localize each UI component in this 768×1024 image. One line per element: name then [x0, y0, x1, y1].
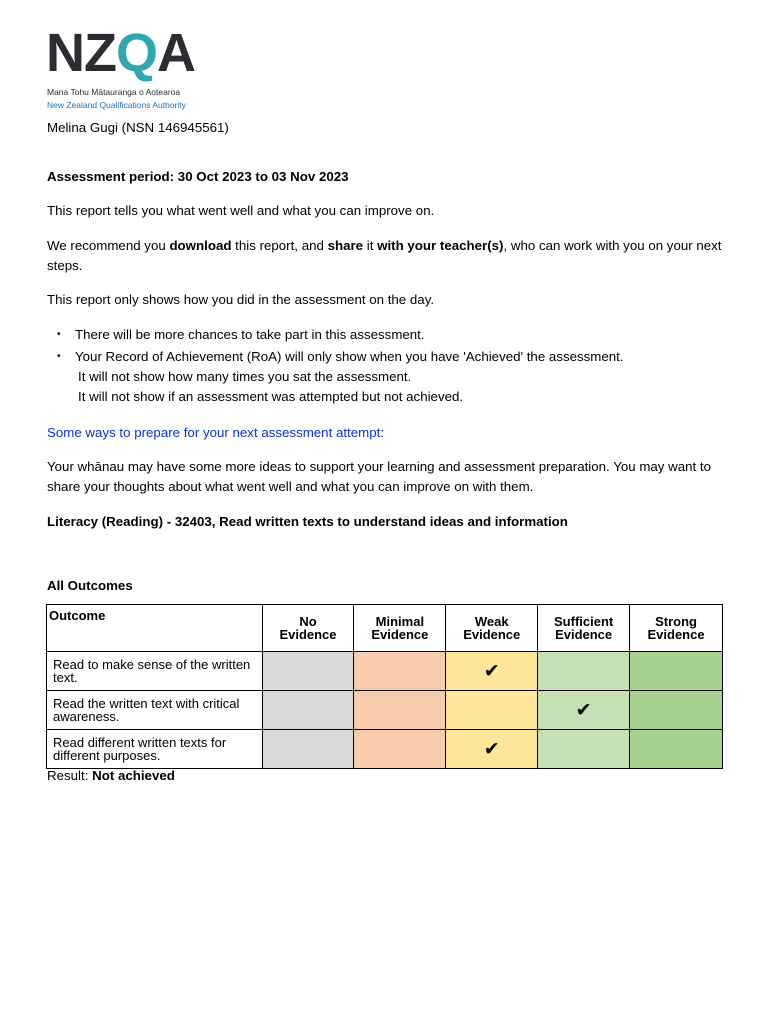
cell-strong-evidence	[630, 652, 723, 691]
header-no-evidence	[262, 605, 354, 652]
cell-no-evidence	[262, 652, 354, 691]
header-line: Evidence	[371, 627, 429, 642]
checkmark-icon: ✔	[483, 659, 500, 682]
result-value: Not achieved	[92, 768, 175, 783]
header-minimal-evidence	[354, 605, 446, 652]
bullet-item	[47, 325, 727, 345]
nzqa-logo	[46, 23, 196, 114]
cell-no-evidence	[262, 730, 354, 769]
logo-letter-a: A	[157, 23, 195, 83]
outcome-label: Read the written text with critical awareness.	[47, 691, 263, 730]
result-label: Result:	[47, 768, 93, 783]
all-outcomes-heading: All Outcomes	[47, 578, 133, 593]
bullet-text: There will be more chances to take part in this assessment.	[75, 327, 425, 342]
intro-text: This report tells you what went well and what you can improve on.	[47, 203, 435, 218]
outcomes-table	[46, 604, 723, 769]
bullet-item	[47, 347, 727, 407]
cell-weak-evidence	[446, 691, 538, 730]
whanau-text: Your whānau may have some more ideas to support your learning and assessment preparation. You may want to share your thoughts about what went well and what you can improve on with them.	[47, 459, 712, 494]
header-outcome: Outcome	[47, 605, 263, 652]
cell-weak-evidence	[446, 730, 538, 769]
assessment-period: Assessment period: 30 Oct 2023 to 03 Nov 2023	[47, 169, 349, 184]
recommend-text-1: We recommend you	[47, 238, 170, 253]
logo-wordmark	[46, 23, 195, 83]
only-shows-text: This report only shows how you did in the assessment on the day.	[47, 292, 435, 307]
header-line: Evidence	[463, 627, 521, 642]
bullet-text: Your Record of Achievement (RoA) will only show when you have 'Achieved' the assessment.	[75, 349, 624, 364]
checkmark-icon: ✔	[483, 737, 500, 760]
prepare-line	[47, 423, 384, 443]
recommend-teacher: with your teacher(s)	[377, 238, 504, 253]
logo-english-name: New Zealand Qualifications Authority	[47, 100, 186, 110]
cell-weak-evidence	[446, 652, 538, 691]
prepare-link[interactable]: Some ways to prepare for your next assessment attempt	[47, 425, 381, 440]
cell-strong-evidence	[630, 730, 723, 769]
recommend-text-4: , who can work with you on your next steps.	[47, 238, 722, 273]
header-line: Sufficient	[554, 614, 614, 629]
prepare-colon: :	[380, 425, 385, 440]
recommend-text-3: it	[363, 238, 378, 253]
header-line: Strong	[655, 614, 697, 629]
bullet-dot-icon: •	[57, 351, 61, 362]
cell-minimal-evidence	[354, 691, 446, 730]
table-row	[47, 652, 723, 691]
header-line: Weak	[474, 614, 509, 629]
logo-maori-name: Mana Tohu Mātauranga o Aotearoa	[47, 87, 181, 97]
cell-no-evidence	[262, 691, 354, 730]
checkmark-icon: ✔	[575, 698, 592, 721]
logo-letters-nz: NZ	[46, 23, 116, 83]
recommend-download: download	[169, 238, 232, 253]
info-bullet-list	[47, 325, 727, 407]
cell-sufficient-evidence	[538, 652, 630, 691]
recommend-text-2: this report, and	[231, 238, 328, 253]
recommend-share: share	[327, 238, 364, 253]
standard-title: Literacy (Reading) - 32403, Read written texts to understand ideas and information	[47, 514, 568, 529]
outcome-label: Read to make sense of the written text.	[47, 652, 263, 691]
header-weak-evidence	[446, 605, 538, 652]
logo-letter-q: Q	[115, 23, 157, 83]
header-sufficient-evidence	[538, 605, 630, 652]
cell-strong-evidence	[630, 691, 723, 730]
header-line: Minimal	[375, 614, 425, 629]
outcome-label: Read different written texts for different purposes.	[47, 730, 263, 769]
header-line: Evidence	[279, 627, 337, 642]
bullet-subtext: It will not show if an assessment was attempted but not achieved.	[78, 389, 464, 404]
bullet-subtext: It will not show how many times you sat the assessment.	[78, 369, 412, 384]
table-header-row	[47, 605, 723, 652]
student-name: Melina Gugi (NSN 146945561)	[47, 120, 229, 135]
header-strong-evidence	[630, 605, 723, 652]
bullet-dot-icon: •	[57, 329, 61, 340]
cell-minimal-evidence	[354, 730, 446, 769]
cell-sufficient-evidence	[538, 730, 630, 769]
table-row	[47, 730, 723, 769]
cell-minimal-evidence	[354, 652, 446, 691]
recommend-paragraph	[47, 236, 727, 276]
header-line: No	[299, 614, 317, 629]
header-line: Evidence	[647, 627, 705, 642]
cell-sufficient-evidence	[538, 691, 630, 730]
table-row	[47, 691, 723, 730]
result-line	[47, 766, 175, 786]
header-line: Evidence	[555, 627, 613, 642]
